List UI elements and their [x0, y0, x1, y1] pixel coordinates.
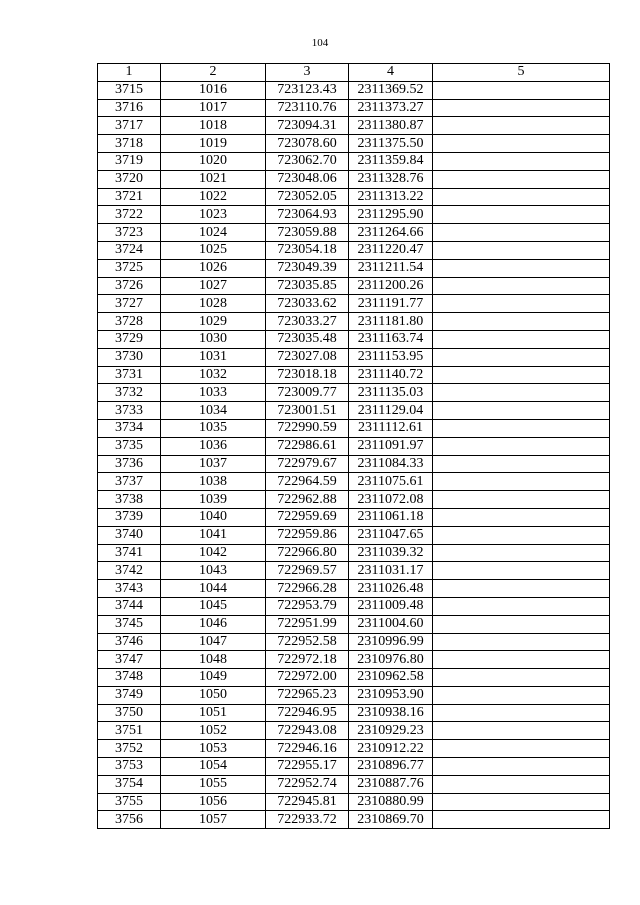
table-cell: 1045 — [161, 597, 266, 615]
column-header: 3 — [266, 64, 349, 82]
table-cell: 2310976.80 — [349, 651, 433, 669]
table-body — [98, 81, 610, 828]
table-cell — [433, 384, 610, 402]
table-cell — [433, 259, 610, 277]
table-cell: 3749 — [98, 686, 161, 704]
table-cell: 2310887.76 — [349, 775, 433, 793]
table-cell: 1018 — [161, 117, 266, 135]
table-cell: 1036 — [161, 437, 266, 455]
table-cell: 2311047.65 — [349, 526, 433, 544]
table-cell: 2311031.17 — [349, 562, 433, 580]
table-row — [98, 597, 610, 615]
table-cell: 1055 — [161, 775, 266, 793]
table-row — [98, 152, 610, 170]
table-cell — [433, 793, 610, 811]
table-cell — [433, 81, 610, 99]
table-cell: 723123.43 — [266, 81, 349, 99]
table-cell — [433, 330, 610, 348]
table-cell — [433, 224, 610, 242]
table-row — [98, 224, 610, 242]
table-cell: 2311295.90 — [349, 206, 433, 224]
table-cell: 722969.57 — [266, 562, 349, 580]
table-cell: 3723 — [98, 224, 161, 242]
table-cell: 1040 — [161, 508, 266, 526]
table-cell: 2311380.87 — [349, 117, 433, 135]
table-cell: 722966.80 — [266, 544, 349, 562]
table-cell: 3715 — [98, 81, 161, 99]
table-row — [98, 651, 610, 669]
table-cell: 1022 — [161, 188, 266, 206]
table-row — [98, 508, 610, 526]
table-cell: 3746 — [98, 633, 161, 651]
table-cell: 722972.18 — [266, 651, 349, 669]
table-cell: 2311328.76 — [349, 170, 433, 188]
table-cell: 1051 — [161, 704, 266, 722]
table-cell — [433, 402, 610, 420]
table-cell: 3736 — [98, 455, 161, 473]
table-cell: 1019 — [161, 135, 266, 153]
table-cell: 722952.74 — [266, 775, 349, 793]
table-row — [98, 81, 610, 99]
table-cell: 1050 — [161, 686, 266, 704]
table-cell: 723110.76 — [266, 99, 349, 117]
table-cell — [433, 811, 610, 829]
table-cell — [433, 669, 610, 687]
table-cell: 1016 — [161, 81, 266, 99]
table-cell: 1032 — [161, 366, 266, 384]
table-row — [98, 740, 610, 758]
table-cell: 2311200.26 — [349, 277, 433, 295]
table-cell: 3718 — [98, 135, 161, 153]
table-row — [98, 117, 610, 135]
table-cell: 2310869.70 — [349, 811, 433, 829]
table-cell: 722965.23 — [266, 686, 349, 704]
table-cell: 722945.81 — [266, 793, 349, 811]
table-cell: 723078.60 — [266, 135, 349, 153]
table-cell: 723062.70 — [266, 152, 349, 170]
table-row — [98, 99, 610, 117]
table-row — [98, 615, 610, 633]
table-cell: 2311359.84 — [349, 152, 433, 170]
table-row — [98, 473, 610, 491]
table-row — [98, 419, 610, 437]
table-cell: 1057 — [161, 811, 266, 829]
table-cell — [433, 775, 610, 793]
table-cell: 1021 — [161, 170, 266, 188]
table-cell: 3722 — [98, 206, 161, 224]
table-cell: 723027.08 — [266, 348, 349, 366]
table-cell: 1024 — [161, 224, 266, 242]
table-cell: 3740 — [98, 526, 161, 544]
table-cell: 723048.06 — [266, 170, 349, 188]
table-cell — [433, 348, 610, 366]
table-cell: 2310996.99 — [349, 633, 433, 651]
table-cell: 3728 — [98, 313, 161, 331]
table-cell: 722953.79 — [266, 597, 349, 615]
table-cell: 3727 — [98, 295, 161, 313]
table-row — [98, 491, 610, 509]
table-cell: 1041 — [161, 526, 266, 544]
table-cell: 1039 — [161, 491, 266, 509]
column-header: 5 — [433, 64, 610, 82]
table-cell: 2311211.54 — [349, 259, 433, 277]
table-cell: 1031 — [161, 348, 266, 366]
table-cell: 3738 — [98, 491, 161, 509]
table-cell: 723033.62 — [266, 295, 349, 313]
table-cell: 2311112.61 — [349, 419, 433, 437]
page-number: 104 — [311, 37, 329, 49]
table-cell: 1029 — [161, 313, 266, 331]
table-cell — [433, 437, 610, 455]
table-cell: 3717 — [98, 117, 161, 135]
table-row — [98, 402, 610, 420]
table-cell: 1025 — [161, 241, 266, 259]
table-row — [98, 241, 610, 259]
table-cell: 3745 — [98, 615, 161, 633]
table-cell: 3716 — [98, 99, 161, 117]
table-cell: 2311153.95 — [349, 348, 433, 366]
table-header-row — [98, 64, 610, 82]
table-row — [98, 758, 610, 776]
table-cell — [433, 491, 610, 509]
table-row — [98, 437, 610, 455]
table-cell — [433, 313, 610, 331]
table-cell: 1056 — [161, 793, 266, 811]
table-row — [98, 544, 610, 562]
coordinates-table — [97, 63, 610, 829]
table-cell: 1020 — [161, 152, 266, 170]
table-cell: 3735 — [98, 437, 161, 455]
table-row — [98, 775, 610, 793]
table-cell — [433, 366, 610, 384]
table-cell — [433, 740, 610, 758]
table-cell: 722951.99 — [266, 615, 349, 633]
column-header: 4 — [349, 64, 433, 82]
table-cell: 2311375.50 — [349, 135, 433, 153]
table-cell: 1033 — [161, 384, 266, 402]
table-cell — [433, 206, 610, 224]
table-cell: 722943.08 — [266, 722, 349, 740]
table-cell: 2311004.60 — [349, 615, 433, 633]
table-cell: 3744 — [98, 597, 161, 615]
table-cell: 3750 — [98, 704, 161, 722]
table-cell: 2311061.18 — [349, 508, 433, 526]
table-row — [98, 580, 610, 598]
table-cell — [433, 455, 610, 473]
table-cell — [433, 686, 610, 704]
table-row — [98, 384, 610, 402]
table-cell: 722955.17 — [266, 758, 349, 776]
table-cell: 722952.58 — [266, 633, 349, 651]
table-cell: 722972.00 — [266, 669, 349, 687]
table-cell — [433, 615, 610, 633]
table-cell: 2311129.04 — [349, 402, 433, 420]
table-cell: 2311140.72 — [349, 366, 433, 384]
table-cell: 3754 — [98, 775, 161, 793]
table-cell — [433, 597, 610, 615]
table-cell: 2311313.22 — [349, 188, 433, 206]
table-cell: 723059.88 — [266, 224, 349, 242]
table-cell: 3734 — [98, 419, 161, 437]
table-row — [98, 793, 610, 811]
table-cell: 723094.31 — [266, 117, 349, 135]
table-row — [98, 259, 610, 277]
table-cell: 1023 — [161, 206, 266, 224]
table-cell: 722933.72 — [266, 811, 349, 829]
table-cell: 2311163.74 — [349, 330, 433, 348]
table-cell: 2311039.32 — [349, 544, 433, 562]
table-cell — [433, 473, 610, 491]
table-cell: 2310962.58 — [349, 669, 433, 687]
table-cell — [433, 295, 610, 313]
table-cell: 2311369.52 — [349, 81, 433, 99]
table-row — [98, 704, 610, 722]
table-row — [98, 170, 610, 188]
table-row — [98, 295, 610, 313]
table-cell — [433, 544, 610, 562]
table-row — [98, 188, 610, 206]
table-cell: 1052 — [161, 722, 266, 740]
table-cell: 1054 — [161, 758, 266, 776]
table-cell: 2311135.03 — [349, 384, 433, 402]
table-cell — [433, 241, 610, 259]
table-row — [98, 330, 610, 348]
column-header: 2 — [161, 64, 266, 82]
table-row — [98, 686, 610, 704]
table-cell: 722986.61 — [266, 437, 349, 455]
table-cell — [433, 188, 610, 206]
table-cell: 3731 — [98, 366, 161, 384]
table-row — [98, 722, 610, 740]
table-cell: 723035.85 — [266, 277, 349, 295]
table-cell — [433, 99, 610, 117]
table-cell: 3748 — [98, 669, 161, 687]
table-cell: 723052.05 — [266, 188, 349, 206]
table-cell — [433, 633, 610, 651]
table-cell: 1043 — [161, 562, 266, 580]
table-cell: 2311026.48 — [349, 580, 433, 598]
table-cell: 1017 — [161, 99, 266, 117]
table-cell: 3752 — [98, 740, 161, 758]
table-cell: 1053 — [161, 740, 266, 758]
table-cell: 3756 — [98, 811, 161, 829]
table-cell: 1038 — [161, 473, 266, 491]
table-cell: 2311191.77 — [349, 295, 433, 313]
table-cell: 2310938.16 — [349, 704, 433, 722]
table-cell: 3741 — [98, 544, 161, 562]
table-row — [98, 348, 610, 366]
table-cell: 2311220.47 — [349, 241, 433, 259]
table-cell: 3721 — [98, 188, 161, 206]
table-cell: 1030 — [161, 330, 266, 348]
table-cell: 1047 — [161, 633, 266, 651]
table-cell — [433, 135, 610, 153]
table-cell: 2310929.23 — [349, 722, 433, 740]
table-cell: 723009.77 — [266, 384, 349, 402]
table-cell: 1049 — [161, 669, 266, 687]
table-cell: 1026 — [161, 259, 266, 277]
table-row — [98, 313, 610, 331]
table-row — [98, 135, 610, 153]
table-cell — [433, 526, 610, 544]
table-cell: 722966.28 — [266, 580, 349, 598]
table-cell: 722964.59 — [266, 473, 349, 491]
table-cell: 723018.18 — [266, 366, 349, 384]
table-row — [98, 206, 610, 224]
table-cell: 2310896.77 — [349, 758, 433, 776]
table-cell — [433, 651, 610, 669]
table-cell: 3724 — [98, 241, 161, 259]
table-cell: 1027 — [161, 277, 266, 295]
table-cell: 1034 — [161, 402, 266, 420]
table-cell: 722959.69 — [266, 508, 349, 526]
table-cell: 722979.67 — [266, 455, 349, 473]
table-cell: 2310880.99 — [349, 793, 433, 811]
table-cell — [433, 419, 610, 437]
table-cell: 3725 — [98, 259, 161, 277]
table-cell: 1046 — [161, 615, 266, 633]
table-cell: 3747 — [98, 651, 161, 669]
table-cell: 3729 — [98, 330, 161, 348]
table-cell — [433, 152, 610, 170]
table-cell: 2311084.33 — [349, 455, 433, 473]
table-row — [98, 277, 610, 295]
table-cell — [433, 562, 610, 580]
table-cell: 3730 — [98, 348, 161, 366]
table-cell: 723001.51 — [266, 402, 349, 420]
table-cell: 2311373.27 — [349, 99, 433, 117]
table-row — [98, 455, 610, 473]
table-cell: 1035 — [161, 419, 266, 437]
table-cell: 2311264.66 — [349, 224, 433, 242]
table-row — [98, 526, 610, 544]
table-cell: 1028 — [161, 295, 266, 313]
table-cell: 1048 — [161, 651, 266, 669]
table-cell: 722990.59 — [266, 419, 349, 437]
table-cell: 3743 — [98, 580, 161, 598]
table-cell — [433, 508, 610, 526]
table-row — [98, 633, 610, 651]
table-cell: 722946.16 — [266, 740, 349, 758]
table-cell: 2311072.08 — [349, 491, 433, 509]
table-cell — [433, 580, 610, 598]
table-cell: 723049.39 — [266, 259, 349, 277]
table-cell: 722959.86 — [266, 526, 349, 544]
table-cell: 722962.88 — [266, 491, 349, 509]
table-cell: 2310912.22 — [349, 740, 433, 758]
table-cell: 3739 — [98, 508, 161, 526]
table-row — [98, 562, 610, 580]
table-cell: 723054.18 — [266, 241, 349, 259]
table-row — [98, 811, 610, 829]
table-cell: 3726 — [98, 277, 161, 295]
column-header: 1 — [98, 64, 161, 82]
table-cell — [433, 170, 610, 188]
table-cell: 723033.27 — [266, 313, 349, 331]
table-cell — [433, 277, 610, 295]
table-cell: 2311181.80 — [349, 313, 433, 331]
table-cell: 1037 — [161, 455, 266, 473]
table-cell: 2310953.90 — [349, 686, 433, 704]
table-cell: 2311075.61 — [349, 473, 433, 491]
table-cell: 2311009.48 — [349, 597, 433, 615]
table-cell: 3737 — [98, 473, 161, 491]
table-cell: 1044 — [161, 580, 266, 598]
table-cell — [433, 758, 610, 776]
table-cell: 1042 — [161, 544, 266, 562]
table-cell: 3742 — [98, 562, 161, 580]
table-row — [98, 366, 610, 384]
table-cell: 3753 — [98, 758, 161, 776]
table-cell: 722946.95 — [266, 704, 349, 722]
table-cell — [433, 704, 610, 722]
table-cell: 3720 — [98, 170, 161, 188]
table-row — [98, 669, 610, 687]
table-cell — [433, 117, 610, 135]
table-cell — [433, 722, 610, 740]
table-cell: 3719 — [98, 152, 161, 170]
table-cell: 3751 — [98, 722, 161, 740]
table-cell: 723064.93 — [266, 206, 349, 224]
table-cell: 2311091.97 — [349, 437, 433, 455]
table-cell: 3755 — [98, 793, 161, 811]
table-cell: 723035.48 — [266, 330, 349, 348]
table-cell: 3732 — [98, 384, 161, 402]
table-cell: 3733 — [98, 402, 161, 420]
